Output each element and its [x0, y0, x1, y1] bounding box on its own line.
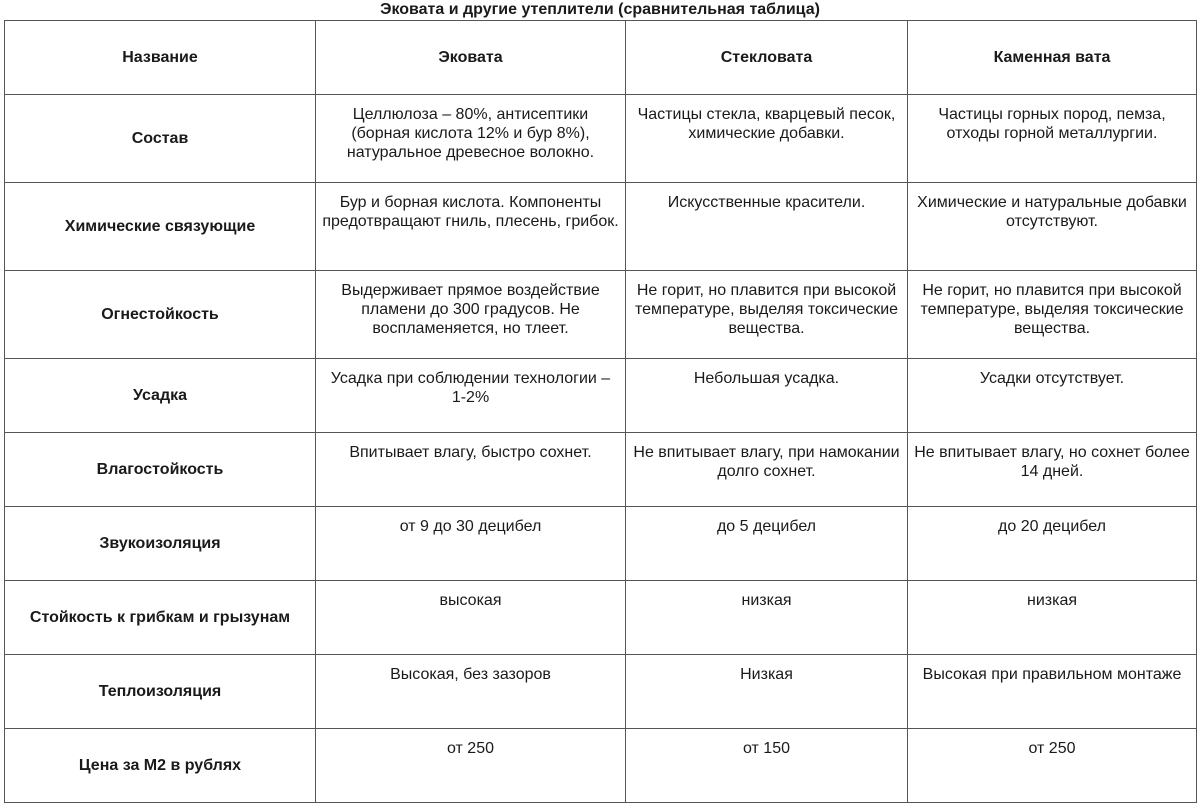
cell-ecowool: Высокая, без зазоров — [316, 655, 626, 729]
header-ecowool: Эковата — [316, 21, 626, 95]
table-row — [5, 581, 1197, 655]
header-glasswool: Стекловата — [626, 21, 908, 95]
table-row — [5, 359, 1197, 433]
cell-glasswool: Частицы стекла, кварцевый песок, химические добавки. — [626, 95, 908, 183]
table-row — [5, 271, 1197, 359]
cell-stonewool: низкая — [908, 581, 1197, 655]
row-label: Стойкость к грибкам и грызунам — [5, 581, 316, 655]
row-label: Состав — [5, 95, 316, 183]
cell-glasswool: до 5 децибел — [626, 507, 908, 581]
cell-glasswool: низкая — [626, 581, 908, 655]
table-row — [5, 183, 1197, 271]
cell-glasswool: Искусственные красители. — [626, 183, 908, 271]
cell-glasswool: Не впитывает влагу, при намокании долго сохнет. — [626, 433, 908, 507]
table-row — [5, 95, 1197, 183]
cell-ecowool: Целлюлоза – 80%, антисептики (борная кислота 12% и бур 8%), натуральное древесное волокно. — [316, 95, 626, 183]
table-row — [5, 729, 1197, 803]
cell-glasswool: Не горит, но плавится при высокой температуре, выделяя токсические вещества. — [626, 271, 908, 359]
cell-ecowool: Усадка при соблюдении технологии – 1-2% — [316, 359, 626, 433]
header-name: Название — [5, 21, 316, 95]
table-row — [5, 655, 1197, 729]
cell-stonewool: от 250 — [908, 729, 1197, 803]
cell-ecowool: от 9 до 30 децибел — [316, 507, 626, 581]
cell-stonewool: Не впитывает влагу, но сохнет более 14 дней. — [908, 433, 1197, 507]
row-label: Звукоизоляция — [5, 507, 316, 581]
cell-stonewool: Частицы горных пород, пемза, отходы горной металлургии. — [908, 95, 1197, 183]
row-label: Теплоизоляция — [5, 655, 316, 729]
header-stonewool: Каменная вата — [908, 21, 1197, 95]
cell-ecowool: Впитывает влагу, быстро сохнет. — [316, 433, 626, 507]
cell-glasswool: от 150 — [626, 729, 908, 803]
header-row — [5, 21, 1197, 95]
cell-ecowool: высокая — [316, 581, 626, 655]
table-row — [5, 507, 1197, 581]
cell-stonewool: Химические и натуральные добавки отсутствуют. — [908, 183, 1197, 271]
cell-stonewool: Усадки отсутствует. — [908, 359, 1197, 433]
cell-stonewool: до 20 децибел — [908, 507, 1197, 581]
cell-glasswool: Низкая — [626, 655, 908, 729]
table-caption: Эковата и другие утеплители (сравнительная таблица) — [380, 1, 820, 18]
row-label: Влагостойкость — [5, 433, 316, 507]
cell-ecowool: Выдерживает прямое воздействие пламени до 300 градусов. Не воспламеняется, но тлеет. — [316, 271, 626, 359]
row-label: Огнестойкость — [5, 271, 316, 359]
cell-stonewool: Не горит, но плавится при высокой температуре, выделяя токсические вещества. — [908, 271, 1197, 359]
cell-ecowool: Бур и борная кислота. Компоненты предотвращают гниль, плесень, грибок. — [316, 183, 626, 271]
cell-glasswool: Небольшая усадка. — [626, 359, 908, 433]
table-row — [5, 433, 1197, 507]
row-label: Цена за М2 в рублях — [5, 729, 316, 803]
row-label: Усадка — [5, 359, 316, 433]
cell-ecowool: от 250 — [316, 729, 626, 803]
cell-stonewool: Высокая при правильном монтаже — [908, 655, 1197, 729]
row-label: Химические связующие — [5, 183, 316, 271]
comparison-table — [4, 20, 1197, 803]
